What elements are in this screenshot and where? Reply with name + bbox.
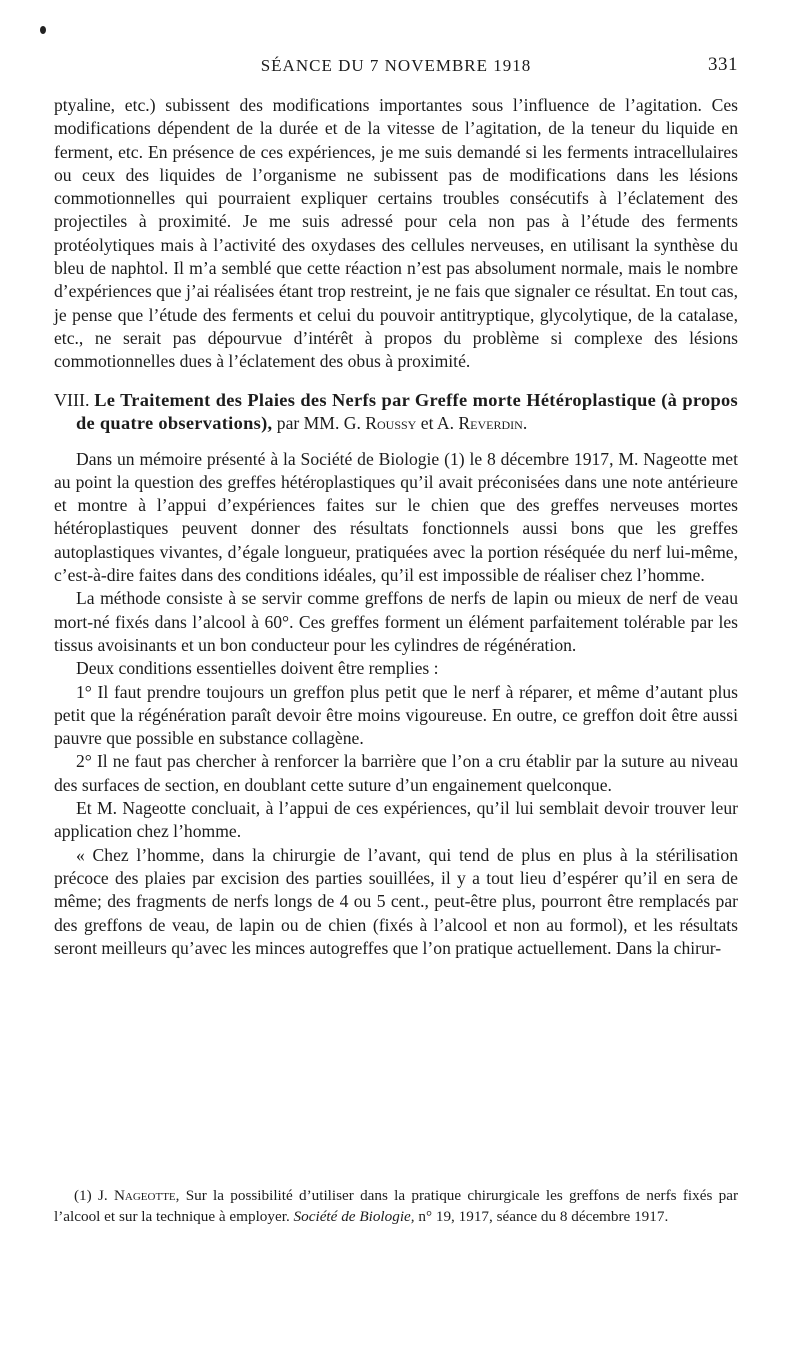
paragraph: Deux conditions essentielles doivent être remplies :: [76, 658, 439, 679]
print-speck: [40, 26, 46, 34]
section-by: par MM. G.: [276, 412, 361, 433]
author-reverdin: Reverdin.: [458, 412, 528, 433]
footnote-1: [54, 1186, 738, 1227]
paragraph: Dans un mémoire présenté à la Société de Biologie (1) le 8 décembre 1917, M. Nageotte met au point la question des greffes hétéroplastiques qu’il avait préconisées dans une note antérieure et montre à l’appui d’expériences faites sur le chien que des greffes nerveuses mortes hétéroplastiques peuvent donner des résultats fonctionnels aussi bons que les greffes autoplastiques vivantes, d’égale longueur, pratiquées avec la portion réséquée du nerf lui-même, c’est-à-dire faites dans des conditions idéales, qu’il est impossible de réaliser chez l’homme.: [54, 448, 738, 586]
footnote: [54, 1186, 738, 1227]
running-header: [54, 50, 738, 80]
footnote-journal: Société de Biologie,: [293, 1207, 415, 1225]
article-text: [54, 94, 738, 960]
author-initial: A.: [436, 412, 455, 433]
footnote-marker: (1) J.: [74, 1187, 108, 1204]
page-body: [54, 50, 738, 960]
page-number: 331: [708, 54, 738, 75]
section-heading: [54, 389, 738, 435]
paragraph: « Chez l’homme, dans la chirurgie de l’avant, qui tend de plus en plus à la stérilisation précoce des plaies par excision des parties souillées, il y a tout lieu d’espérer qu’il en sera de même; des fragments de nerfs longs de 4 ou 5 cent., peut-être plus, pourront être remplacés par des greffons de veau, de lapin ou de chien (fixés à l’alcool et non au formol), et les résultats seront meilleurs qu’avec les minces autogreffes que l’on pratique actuellement. Dans la chirur-: [54, 844, 738, 958]
footnote-ref: n° 19, 1917, séance du 8 décembre 1917.: [418, 1207, 669, 1225]
paragraph: 2° Il ne faut pas chercher à renforcer la barrière que l’on a cru établir par la suture au niveau des surfaces de section, en doublant cette suture d’un engainement quelconque.: [54, 751, 738, 795]
section-title: Le Traitement des Plaies des Nerfs par Greffe morte Hétéroplastique (à propos de quatre observations),: [76, 389, 738, 433]
section-and: et: [420, 412, 434, 433]
paragraph-continued: ptyaline, etc.) subissent des modifications importantes sous l’influence de l’agitation. Ces modifications dépendent de la durée et de la vitesse de l’agitation, de la teneur du liquide en ferment, etc. En présence de ces expériences, je me suis demandé si les ferments intracellulaires ou ceux des liquides de l’organisme ne subissent pas de modifications dans les lésions commotionnelles qui pourraient expliquer certains troubles consécutifs à l’éclatement des projectiles à proximité. Je me suis adressé pour cela non pas à l’étude des ferments protéolytiques mais à l’activité des oxydases des cellules nerveuses, en utilisant la synthèse du bleu de naphtol. Il m’a semblé que cette réaction n’est pas absolument normale, mais le nombre d’expériences que j’ai réalisées étant trop restreint, je ne fais que signaler ce résultat. En tout cas, je pense que l’étude des ferments et celui du pouvoir antitryptique, glycolytique, de la catalase, etc., ne serait pas dépourvue d’intérêt à propos du problème si complexe des lésions commotionnelles dues à l’éclatement des obus à proximité.: [54, 95, 738, 372]
running-title: SÉANCE DU 7 NOVEMBRE 1918: [260, 56, 532, 75]
paragraph: La méthode consiste à se servir comme greffons de nerfs de lapin ou mieux de nerf de veau mort-né fixés dans l’alcool à 60°. Ces greffes forment un élément parfaitement tolérable par les tissus avoisinants et un bon conducteur pour les cylindres de régénération.: [54, 588, 738, 655]
paragraph: Et M. Nageotte concluait, à l’appui de ces expériences, qu’il lui semblait devoir trouver leur application chez l’homme.: [54, 798, 738, 842]
section-number: VIII.: [54, 389, 90, 410]
footnote-text: Sur la possibilité d’utiliser dans la pratique chirurgicale les greffons de nerfs fixés par l’alcool et sur la technique à employer.: [54, 1187, 739, 1225]
paragraph: 1° Il faut prendre toujours un greffon plus petit que le nerf à réparer, et même d’autant plus petit que la régénération paraît devoir être moins vigoureuse. En outre, ce greffon doit être aussi pauvre que possible en substance collagène.: [54, 681, 738, 749]
author-roussy: Roussy: [365, 412, 417, 433]
footnote-author: Nageotte,: [113, 1187, 180, 1204]
